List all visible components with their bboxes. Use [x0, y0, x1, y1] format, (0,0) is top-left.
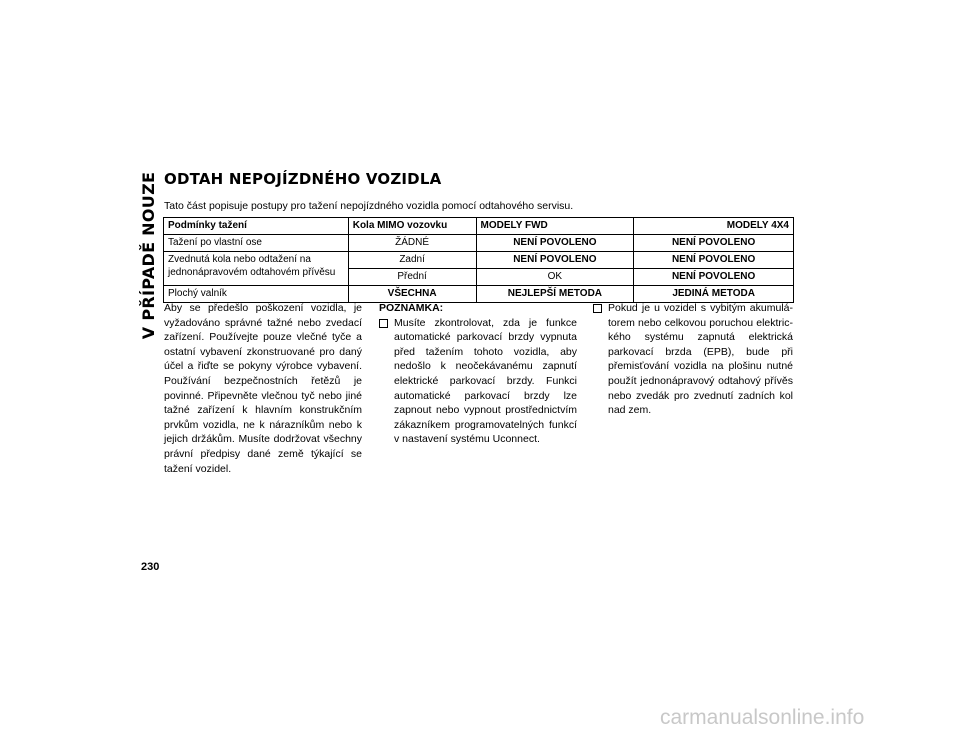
- body-column-1: [164, 301, 362, 476]
- table-cell-4x4: NENÍ POVOLENO: [634, 235, 794, 252]
- note-title: POZNÁMKA:: [379, 302, 444, 314]
- table-header-row: [164, 218, 794, 235]
- table-header-cell: Podmínky tažení: [164, 218, 349, 235]
- towing-table: [163, 217, 794, 303]
- towing-equipment-paragraph: Aby se předešlo poškození vozidla, je vyžadováno správné tažné nebo zvedací zařízení. Používejte pouze vlečné tyče a ostatní vybavení zkonstruované pro daný účel a řiďte se pokyny výrobce vybavení. Používání bezpečnostních řetězů je povinné. Připevněte vlečnou tyč nebo jiné tažné zařízení k hlavním konstrukčním prvkům vozidla, ne k nárazníkům nebo k jejich držákům. Musíte dodržovat všechny právní předpisy dané země týkající se tažení vozidel.: [164, 302, 362, 475]
- table-row: [164, 235, 794, 252]
- table-cell-fwd: OK: [476, 269, 634, 286]
- body-column-3: [593, 301, 793, 418]
- table-cell-4x4: JEDINÁ METODA: [634, 286, 794, 303]
- table-cell-wheels: Přední: [348, 269, 476, 286]
- checkbox-bullet-icon: [379, 319, 388, 328]
- table-cell-fwd: NENÍ POVOLENO: [476, 235, 634, 252]
- section-side-tab-label: V PŘÍPADĚ NOUZE: [139, 171, 159, 339]
- table-cell-fwd: NENÍ POVOLENO: [476, 252, 634, 269]
- table-cell-condition: Plochý valník: [164, 286, 349, 303]
- table-header-cell: Kola MIMO vozovku: [348, 218, 476, 235]
- table-header-cell: MODELY FWD: [476, 218, 634, 235]
- table-cell-wheels: VŠECHNA: [348, 286, 476, 303]
- table-cell-wheels: Zadní: [348, 252, 476, 269]
- watermark: carmanualsonline.info: [660, 706, 865, 729]
- note-bullet: [593, 301, 793, 418]
- intro-paragraph: Tato část popisuje postupy pro tažení nepojízdného vozidla pomocí odtahového servisu.: [164, 200, 574, 212]
- table-row: [164, 252, 794, 269]
- page-number: 230: [141, 561, 160, 573]
- note-bullet: [379, 316, 577, 447]
- body-column-2: [379, 301, 577, 447]
- checkbox-bullet-icon: [593, 304, 602, 313]
- table-cell-condition: Tažení po vlastní ose: [164, 235, 349, 252]
- table-header-cell: MODELY 4X4: [634, 218, 794, 235]
- note-bullet-text: Musíte zkontrolovat, zda je funkce automatické parkovací brzdy vypnuta před tažením tohoto vozidla, aby nedošlo k neočekávanému zapnutí elektrické parkovací brzdy. Funkci automatické parkovací brzdy lze zapnout nebo vypnout prostřednictvím zákazníkem programovatelných funkcí v nastavení systému Uconnect.: [394, 316, 577, 446]
- table-cell-4x4: NENÍ POVOLENO: [634, 252, 794, 269]
- table-cell-4x4: NENÍ POVOLENO: [634, 269, 794, 286]
- table-cell-wheels: ŽÁDNÉ: [348, 235, 476, 252]
- table-cell-condition: Zvednutá kola nebo odtažení na jednonápravovém odtahovém přívěsu: [164, 252, 349, 286]
- table-cell-fwd: NEJLEPŠÍ METODA: [476, 286, 634, 303]
- table-row: [164, 286, 794, 303]
- note-bullet-text: Pokud je u vozidel s vybitým akumulátorem nebo celkovou poruchou elektrického systému zapnutá elektrická parkovací brzda (EPB), bude při přemisťování vozidla na plošinu nutné použít jednonápravový odtahový přívěs nebo zvedák pro zvednutí zadních kol nad zem.: [608, 302, 793, 417]
- section-side-tab: [139, 171, 159, 339]
- section-title: ODTAH NEPOJÍZDNÉHO VOZIDLA: [164, 170, 442, 188]
